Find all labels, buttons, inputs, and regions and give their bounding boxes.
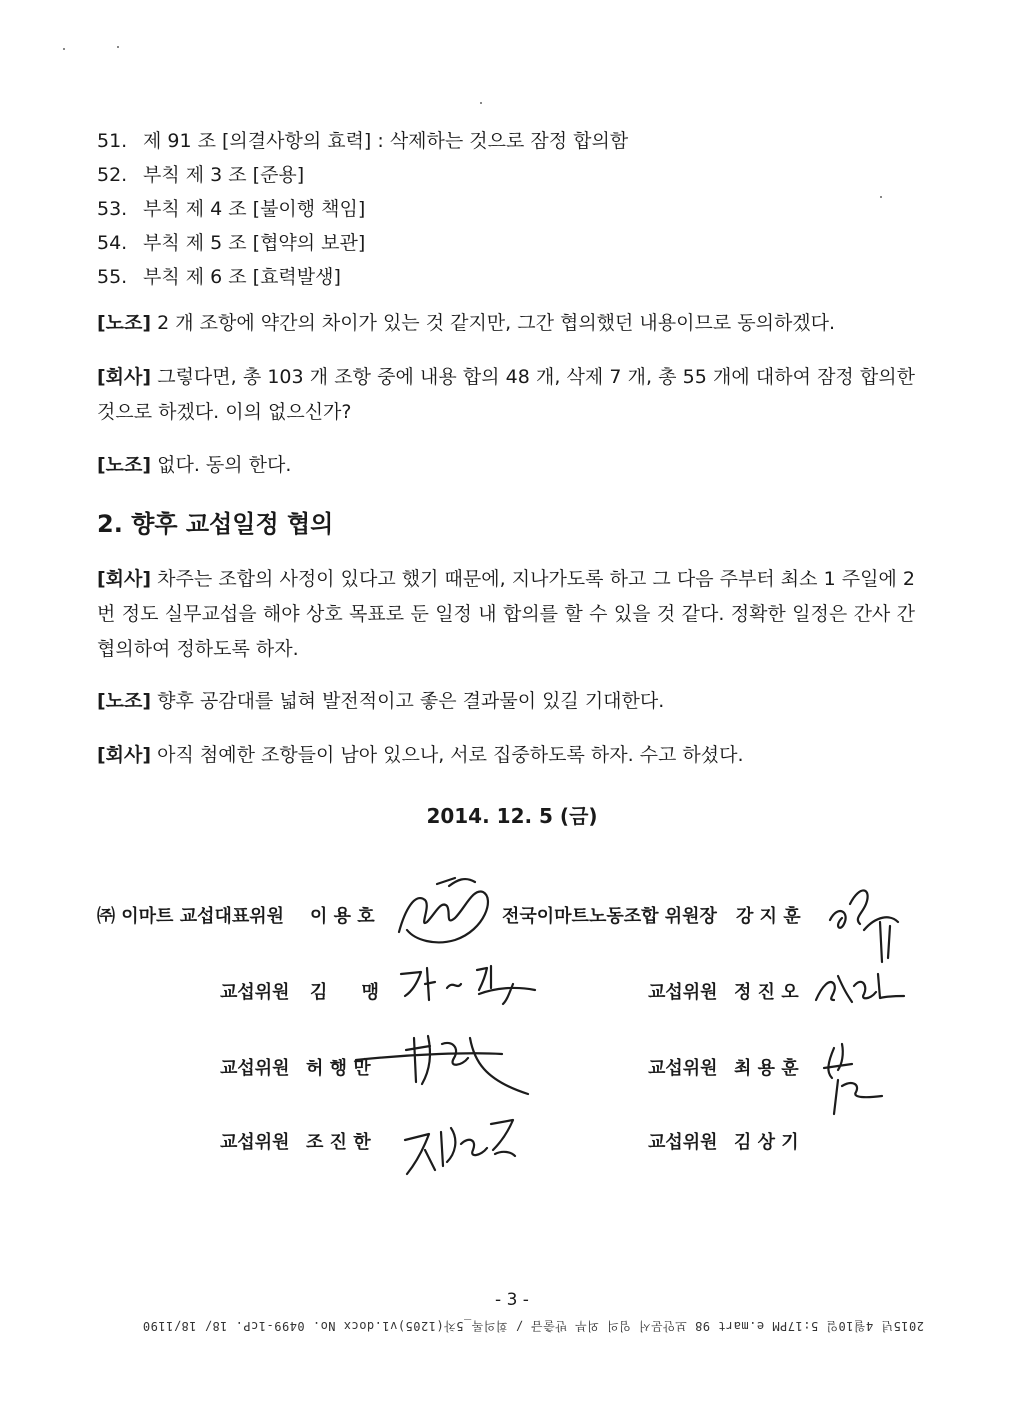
list-item: 55. 부칙 제 6 조 [효력발생] bbox=[97, 266, 341, 288]
member-title: 교섭위원 bbox=[220, 982, 290, 1003]
statement-union-1: [노조] 2 개 조항에 약간의 차이가 있는 것 같지만, 그간 협의했던 내용이므로 동의하겠다. bbox=[97, 312, 836, 334]
member-title: 교섭위원 bbox=[648, 982, 718, 1003]
fax-header-line: 2015년 4월10일 5:17PM e.mart 98 보안문서 임의 외부 반출금 / 회의록_5차(1205)v1.docx No. 0499-1cP. 18/ 18/1190 bbox=[142, 1319, 924, 1333]
member-signature bbox=[808, 966, 908, 1010]
section-heading: 2. 향후 교섭일정 협의 bbox=[97, 510, 334, 538]
statement-company-1: [회사] 그렇다면, 총 103 개 조항 중에 내용 합의 48 개, 삭제 7 개, 총 55 개에 대하여 잠정 합의한 것으로 하겠다. 이의 없으신가? bbox=[97, 366, 915, 423]
company-rep-name: 이 용 호 bbox=[310, 906, 375, 927]
scan-speck bbox=[880, 196, 882, 198]
member-title: 교섭위원 bbox=[648, 1058, 718, 1079]
member-signature bbox=[395, 1110, 525, 1182]
meeting-date: 2014. 12. 5 (금) bbox=[426, 804, 598, 828]
member-title: 교섭위원 bbox=[220, 1058, 290, 1079]
scan-speck bbox=[117, 46, 119, 48]
company-rep-signature bbox=[385, 870, 500, 950]
list-item: 53. 부칙 제 4 조 [불이행 책임] bbox=[97, 198, 366, 220]
member-name: 허 행 만 bbox=[306, 1058, 371, 1079]
article-list bbox=[97, 124, 628, 294]
member-name: 정 진 오 bbox=[734, 982, 799, 1003]
member-signature bbox=[395, 960, 545, 1006]
list-item: 54. 부칙 제 5 조 [협약의 보관] bbox=[97, 232, 366, 254]
member-signature bbox=[352, 1024, 537, 1100]
statement-company-2: [회사] 차주는 조합의 사정이 있다고 했기 때문에, 지나가도록 하고 그 다음 주부터 최소 1 주일에 2 번 정도 실무교섭을 해야 상호 목표로 둔 일정 내 합의를 할 수 있을 것 같다. 정확한 일정은 간사 간 협의하여 정하도록 하자. bbox=[97, 568, 915, 660]
statement-union-2: [노조] 없다. 동의 한다. bbox=[97, 454, 292, 476]
union-rep-signature bbox=[820, 874, 910, 966]
list-item: 52. 부칙 제 3 조 [준용] bbox=[97, 164, 305, 186]
statement-union-3: [노조] 향후 공감대를 넓혀 발전적이고 좋은 결과물이 있길 기대한다. bbox=[97, 690, 665, 712]
member-name: 조 진 한 bbox=[306, 1132, 371, 1153]
union-rep-name: 강 지 훈 bbox=[736, 906, 801, 927]
member-name: 최 용 훈 bbox=[734, 1058, 799, 1079]
page-number: - 3 - bbox=[495, 1290, 529, 1310]
scan-speck bbox=[63, 48, 65, 50]
statement-company-3: [회사] 아직 첨예한 조항들이 남아 있으나, 서로 집중하도록 하자. 수고 하셨다. bbox=[97, 744, 744, 766]
company-rep-title: ㈜ 이마트 교섭대표위원 bbox=[97, 906, 285, 927]
union-rep-title: 전국이마트노동조합 위원장 bbox=[502, 906, 717, 927]
member-signature bbox=[812, 1040, 896, 1120]
member-title: 교섭위원 bbox=[648, 1132, 718, 1153]
list-item: 51. 제 91 조 [의결사항의 효력] : 삭제하는 것으로 잠정 합의함 bbox=[97, 130, 629, 152]
member-title: 교섭위원 bbox=[220, 1132, 290, 1153]
member-name: 김 상 기 bbox=[734, 1132, 799, 1153]
member-name: 김 맹 bbox=[310, 982, 394, 1003]
scan-speck bbox=[480, 102, 482, 104]
